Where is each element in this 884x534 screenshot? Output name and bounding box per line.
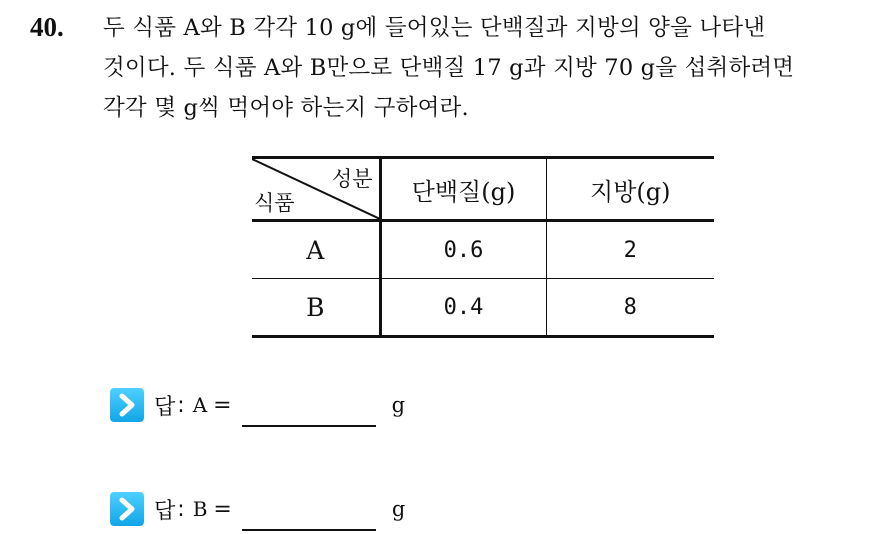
table-cell-fat: 2 — [546, 221, 714, 279]
table-cell-food: B — [252, 279, 380, 337]
table-row — [252, 279, 714, 337]
problem-line: 각각 몇 g씩 먹어야 하는지 구하여라. — [103, 95, 469, 121]
problem-line: 두 식품 A와 B 각각 10 g에 들어있는 단백질과 지방의 양을 나타낸 — [103, 15, 766, 41]
table-cell-protein: 0.6 — [380, 221, 546, 279]
answer-equals: = — [213, 392, 232, 418]
problem-text — [103, 8, 873, 128]
table-header-fat: 지방(g) — [546, 158, 714, 221]
answer-row-b — [110, 492, 405, 526]
corner-label-component: 성분 — [331, 167, 373, 191]
answer-blank-a[interactable] — [242, 397, 376, 427]
table-header-protein: 단백질(g) — [380, 158, 546, 221]
table-corner-cell — [252, 158, 380, 221]
answer-label: 답 — [154, 394, 176, 420]
nutrition-table-grid — [252, 156, 714, 338]
table-header-row — [252, 158, 714, 221]
answer-colon: : — [177, 392, 185, 418]
answer-variable: A — [192, 393, 208, 417]
chevron-right-icon — [110, 388, 144, 422]
answer-row-a — [110, 388, 405, 422]
answer-label: 답 — [154, 498, 176, 524]
corner-label-food: 식품 — [254, 191, 295, 215]
answer-blank-b[interactable] — [242, 501, 376, 531]
answer-unit: g — [391, 393, 406, 417]
nutrition-table — [252, 156, 714, 334]
answer-colon: : — [177, 496, 185, 522]
table-cell-protein: 0.4 — [380, 279, 546, 337]
answer-unit: g — [391, 497, 406, 521]
answer-variable: B — [192, 497, 208, 521]
table-cell-fat: 8 — [623, 294, 637, 320]
table-cell-food: A — [252, 221, 380, 279]
answer-equals: = — [213, 496, 232, 522]
chevron-right-icon — [110, 492, 144, 526]
problem-line: 것이다. 두 식품 A와 B만으로 단백질 17 g과 지방 70 g을 섭취하려면 — [103, 55, 795, 81]
table-row — [252, 221, 714, 279]
problem-number: 40. — [30, 12, 64, 42]
